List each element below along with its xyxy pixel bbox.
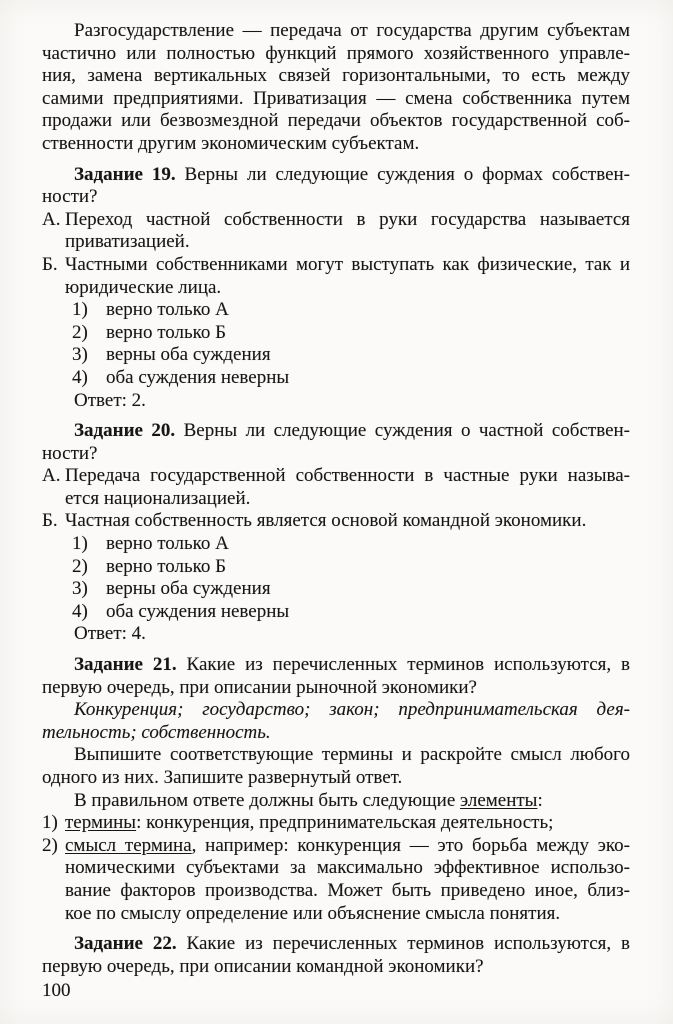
statement-a-marker: А. — [42, 465, 61, 487]
option-number: 1) — [72, 299, 88, 321]
option-2 — [42, 556, 630, 579]
text-line: продажи или безвозмездной передачи объектов государственной соб- — [42, 110, 630, 132]
task-22-question: Какие из перечисленных терминов используются, в — [176, 933, 630, 955]
option-text: верны оба суждения — [106, 344, 271, 366]
task-19-heading-line2: ности? — [42, 186, 98, 208]
statement-b-marker: Б. — [42, 510, 58, 532]
task-20-number: Задание 20. — [74, 420, 176, 442]
option-text: верны оба суждения — [106, 578, 271, 600]
task-21-heading-line2: первую очередь, при описании рыночной экономики? — [42, 676, 477, 698]
option-text: оба суждения неверны — [106, 366, 290, 388]
element-2-line2: номическими субъектами за максимально эффективное использо- — [65, 857, 630, 879]
intro-paragraph — [42, 20, 630, 156]
element-2-underlined: смысл термина — [65, 834, 192, 856]
element-2-text: , например: конкуренция — это борьба между эко- — [191, 834, 630, 856]
option-number: 4) — [72, 600, 88, 622]
task-21-number: Задание 21. — [74, 654, 177, 676]
statement-b — [42, 254, 630, 277]
statement-a-line2: приватизацией. — [65, 231, 190, 253]
task-19-number: Задание 19. — [74, 163, 176, 185]
option-4 — [42, 601, 630, 624]
task-20 — [42, 420, 630, 646]
option-1 — [42, 533, 630, 556]
text-line: Разгосударствление — передача от государства другим субъектам — [74, 20, 630, 41]
text-block — [42, 20, 630, 978]
option-text: верно только Б — [106, 555, 227, 577]
element-1-underlined: термины — [65, 812, 137, 834]
statement-b-text: Частная собственность является основой командной экономики. — [65, 510, 587, 532]
option-text: верно только Б — [106, 321, 227, 343]
statement-a-marker: А. — [42, 208, 61, 230]
option-number: 1) — [72, 533, 88, 555]
statement-a — [42, 465, 630, 488]
task-20-heading-line2: ности? — [42, 442, 98, 464]
element-2 — [42, 835, 630, 858]
required-elements-line — [42, 790, 630, 813]
task-19 — [42, 164, 630, 413]
element-1-number: 1) — [42, 812, 58, 834]
task-22 — [42, 933, 630, 978]
instruction-line2: одного из них. Запишите развернутый ответ. — [42, 767, 403, 788]
option-text: оба суждения неверны — [106, 600, 290, 622]
task-19-heading — [42, 164, 630, 187]
required-elements-post: : — [537, 789, 543, 811]
statement-b-text: Частными собственниками могут выступать как физические, так и — [65, 253, 630, 275]
task-22-heading — [42, 933, 630, 956]
option-number: 4) — [72, 366, 88, 388]
statement-b-marker: Б. — [42, 253, 58, 275]
terms-list-line2: тельность; собственность. — [42, 721, 271, 743]
option-3 — [42, 344, 630, 367]
required-elements-underlined: элементы — [460, 789, 538, 811]
task-22-number: Задание 22. — [74, 933, 177, 955]
element-1 — [42, 812, 630, 835]
task-21-heading — [42, 654, 630, 677]
option-number: 2) — [72, 555, 88, 577]
answer-line: Ответ: 2. — [74, 389, 146, 411]
terms-list-line1: Конкуренция; государство; закон; предпринимательская дея- — [74, 699, 630, 721]
task-21 — [42, 654, 630, 925]
statement-a-text: Передача государственной собственности в частные руки называ- — [65, 465, 630, 487]
task-20-heading — [42, 420, 630, 443]
statement-b — [42, 510, 630, 533]
option-number: 2) — [72, 321, 88, 343]
text-line: ственности другим экономическим субъектам. — [42, 132, 420, 154]
statement-b-line2: юридические лица. — [65, 276, 222, 298]
option-1 — [42, 299, 630, 322]
option-4 — [42, 367, 630, 390]
page-number: 100 — [42, 980, 71, 1001]
statement-a — [42, 209, 630, 232]
required-elements-pre: В правильном ответе должны быть следующие — [74, 789, 461, 811]
task-22-heading-line2: первую очередь, при описании командной экономики? — [42, 955, 484, 977]
statement-a-line2: ется национализацией. — [65, 487, 251, 509]
element-2-line4: кое по смыслу определение или объяснение смысла понятия. — [65, 902, 561, 924]
option-number: 3) — [72, 344, 88, 366]
instruction-line1: Выпишите соответствующие термины и раскройте смысл любого — [74, 744, 630, 766]
option-2 — [42, 322, 630, 345]
element-2-number: 2) — [42, 834, 58, 856]
task-21-question: Какие из перечисленных терминов используются, в — [176, 654, 630, 676]
text-line: частично или полностью функций прямого хозяйственного управле- — [42, 42, 630, 64]
option-3 — [42, 578, 630, 601]
answer-line: Ответ: 4. — [74, 623, 146, 645]
statement-a-text: Переход частной собственности в руки государства называется — [65, 208, 630, 230]
element-2-line3: вание факторов производства. Может быть приведено иное, близ- — [65, 879, 630, 901]
task-19-question: Верны ли следующие суждения о формах собствен- — [175, 163, 630, 185]
task-20-question: Верны ли следующие суждения о частной собствен- — [175, 420, 630, 442]
text-line: ния, замена вертикальных связей горизонтальными, то есть между — [42, 65, 630, 87]
option-text: верно только А — [106, 299, 229, 321]
element-1-text: : конкуренция, предпринимательская деятельность; — [136, 812, 554, 834]
option-number: 3) — [72, 578, 88, 600]
option-text: верно только А — [106, 533, 229, 555]
text-line: самими предприятиями. Приватизация — смена собственника путем — [42, 87, 630, 109]
